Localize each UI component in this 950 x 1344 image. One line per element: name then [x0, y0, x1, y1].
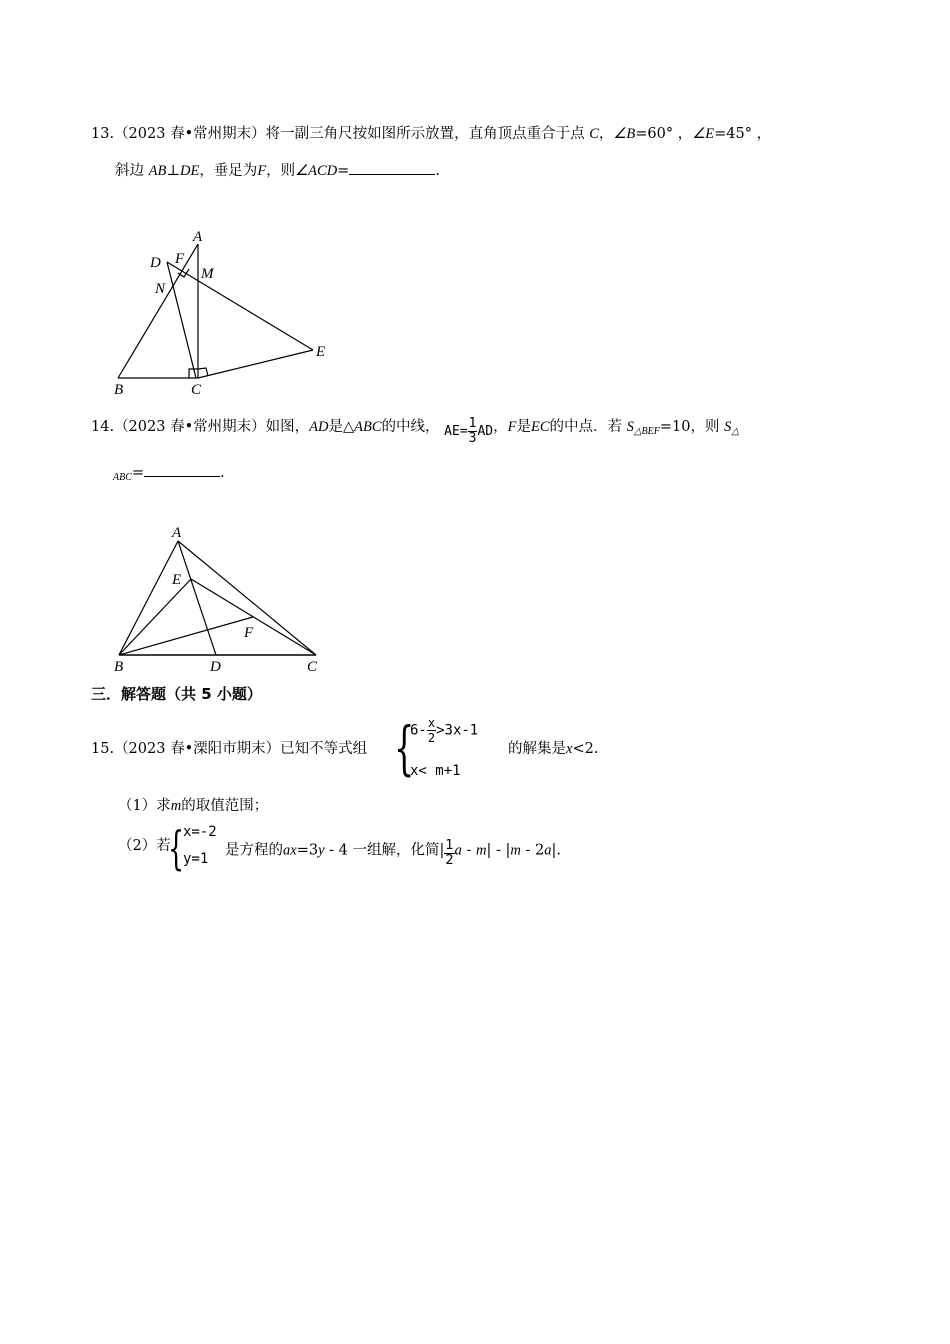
q14-text: 是	[516, 419, 531, 435]
q13-sep: ，	[598, 126, 614, 142]
q14-s-abc: S	[724, 419, 732, 435]
q14-text: =10，则	[659, 419, 720, 435]
segment-de	[167, 262, 313, 350]
segment-ec	[191, 579, 316, 655]
q14-number: 14.	[91, 419, 115, 435]
q14-s-abc-sub: △	[731, 426, 740, 437]
q13-sep: ，	[677, 126, 693, 142]
q13-ab: AB	[148, 163, 167, 179]
part2-m: m	[476, 842, 487, 859]
q13-number: 13.	[91, 126, 115, 142]
q14-s-bef: S	[626, 419, 634, 435]
q13-f: F	[257, 163, 267, 179]
q14-ec: EC	[530, 419, 550, 435]
part2-fraction	[444, 839, 454, 868]
part2-ax: ax	[283, 842, 297, 859]
part1-text: 的取值范围；	[181, 798, 269, 814]
label-c: C	[307, 659, 318, 675]
section-title: 三．解答题（共 5 小题）	[91, 685, 262, 703]
part1-m: m	[170, 798, 182, 814]
q14-ad: AD	[309, 419, 329, 435]
part2-m: m	[510, 842, 521, 859]
q13-eq: =	[337, 163, 350, 179]
q14-answer-blank[interactable]	[144, 462, 220, 477]
fraction-denominator: 2	[427, 731, 436, 745]
q15-text: <2.	[572, 741, 599, 757]
label-f: F	[175, 251, 185, 267]
segment-ba	[119, 541, 178, 655]
ineq1-left: 6-	[410, 722, 427, 739]
q14-s-abc-sub-cont: ABC	[113, 472, 132, 483]
q15-part2-eq1: x=-2	[183, 824, 217, 840]
label-b: B	[114, 382, 124, 398]
q15-part2-label	[118, 836, 171, 856]
part2-text: 是方程的	[225, 842, 283, 859]
label-f: F	[244, 625, 254, 641]
q13-text: ，垂足为	[199, 163, 258, 179]
segment-ce	[198, 350, 313, 378]
q15-system-brace: {	[394, 714, 415, 782]
q13-perp: ⊥	[166, 163, 180, 179]
q14-f: F	[507, 419, 517, 435]
q14-end: .	[220, 465, 225, 481]
q13-source: （2023 春•常州期末）	[114, 126, 266, 142]
q14-line1	[91, 413, 740, 446]
q14-text: ，	[493, 419, 508, 435]
q13-angle-e: ∠E	[692, 126, 715, 142]
fraction-numerator: x	[427, 716, 436, 730]
formula-left: AE=	[444, 424, 468, 439]
q13-acd: ∠ACD	[295, 163, 338, 179]
q15-part1	[118, 796, 268, 816]
label-a: A	[172, 525, 182, 541]
fraction-numerator: 1	[468, 416, 477, 431]
q15-part2-eq2: y=1	[183, 851, 209, 867]
q15-line1	[91, 739, 367, 759]
part2-text: -	[461, 842, 476, 859]
q14-eq: =	[131, 465, 145, 481]
q15-part2-text	[225, 836, 561, 868]
segment-bf	[119, 617, 253, 655]
q13-text: ，则	[266, 163, 296, 179]
q13-point-c: C	[589, 126, 599, 142]
segment-dc	[167, 262, 196, 378]
part2-text: =3	[296, 842, 319, 859]
part2-a: a	[544, 842, 552, 859]
q15-text: 的解集是	[508, 741, 566, 757]
q13-angle-b-value: =60°	[635, 126, 674, 142]
q15-source: （2023 春•溧阳市期末）	[114, 741, 281, 757]
q13-de: DE	[179, 163, 200, 179]
q13-text: 将一副三角尺按如图所示放置，直角顶点重合于点	[265, 126, 585, 142]
q15-number: 15.	[91, 741, 115, 757]
q15-inequality-1	[410, 716, 478, 745]
part2-a: a	[454, 842, 462, 859]
q14-text: 的中点．若	[549, 419, 622, 435]
segment-ad	[178, 541, 216, 655]
part2-label: （2）若	[118, 838, 171, 854]
q13-sep: ，	[756, 126, 772, 142]
q14-figure	[100, 515, 340, 680]
label-a: A	[193, 229, 203, 245]
label-c: C	[191, 382, 202, 398]
q15-line1-tail	[508, 739, 598, 759]
q13-angle-e-value: =45°	[714, 126, 752, 142]
formula-right: AD	[477, 424, 494, 439]
fraction-numerator: 1	[445, 838, 454, 853]
q14-s-bef-sub: △BEF	[633, 426, 660, 437]
part2-y: y	[318, 842, 325, 859]
part2-text: |.	[551, 842, 561, 859]
q14-text: 如图，	[265, 419, 310, 435]
part2-text: | - |	[486, 842, 511, 859]
q13-line1	[91, 124, 771, 144]
q13-end: .	[435, 163, 440, 179]
label-d: D	[150, 255, 161, 271]
q15-x: x	[566, 741, 573, 757]
q13-text: 斜边	[115, 163, 144, 179]
segment-be	[119, 579, 191, 655]
q14-text: 是△	[328, 419, 355, 435]
q13-angle-b: ∠B	[613, 126, 636, 142]
q15-part2-brace: {	[168, 821, 185, 875]
ineq1-right: >3x-1	[436, 722, 479, 739]
label-e: E	[316, 344, 326, 360]
q14-formula	[444, 416, 494, 446]
q14-line2	[113, 462, 225, 488]
fraction-denominator: 2	[445, 853, 454, 868]
q13-figure	[100, 220, 340, 400]
q15-text: 已知不等式组	[280, 741, 368, 757]
right-angle-c-right	[198, 368, 208, 376]
label-d: D	[210, 659, 221, 675]
fraction-denominator: 3	[468, 431, 477, 446]
ineq1-fraction	[427, 716, 436, 745]
label-m: M	[201, 266, 214, 282]
label-n: N	[155, 281, 166, 297]
q13-answer-blank[interactable]	[349, 160, 435, 175]
formula-fraction	[468, 417, 478, 446]
q15-inequality-2: x< m+1	[410, 763, 461, 779]
part1-label: （1）求	[118, 798, 171, 814]
q14-abc: ABC	[354, 419, 382, 435]
q13-line2	[115, 160, 440, 181]
q14-source: （2023 春•常州期末）	[114, 419, 266, 435]
q14-text: 的中线，	[381, 419, 440, 435]
label-b: B	[114, 659, 124, 675]
part2-text: - 4 一组解，化简|	[324, 842, 445, 859]
part2-text: - 2	[520, 842, 545, 859]
label-e: E	[172, 572, 182, 588]
